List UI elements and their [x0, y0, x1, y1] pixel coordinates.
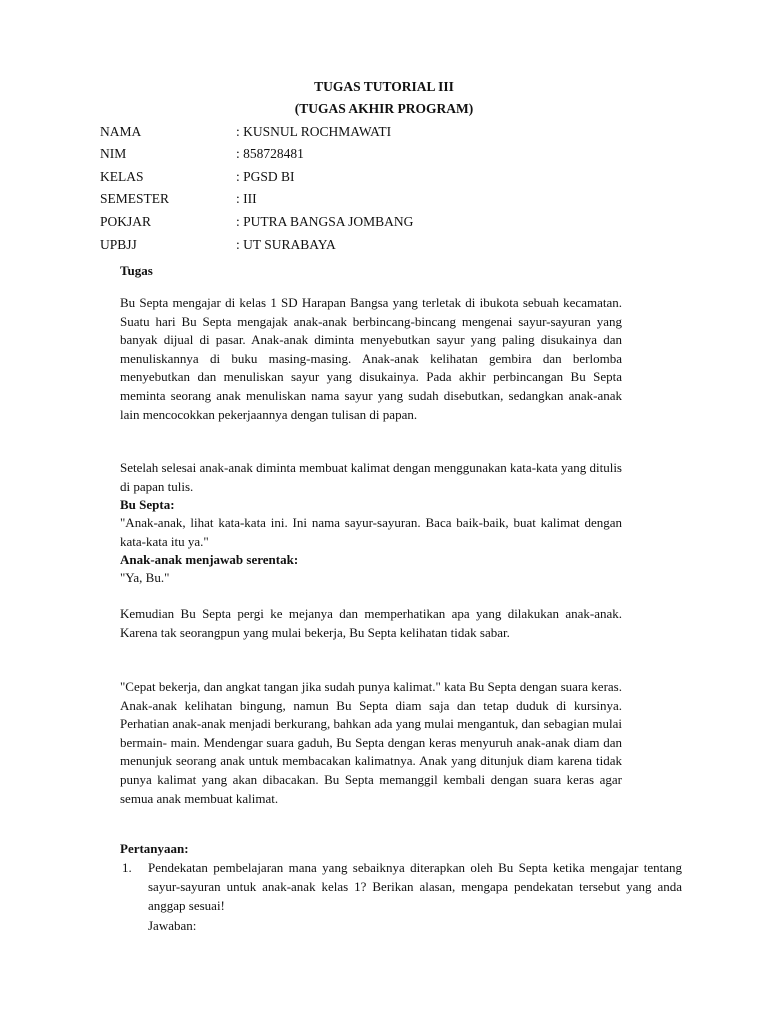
speaker-anak-anak: Anak-anak menjawab serentak: — [120, 552, 299, 567]
identity-key: SEMESTER — [100, 191, 170, 206]
document-title: TUGAS TUTORIAL III — [314, 79, 454, 94]
pertanyaan-heading: Pertanyaan: — [120, 841, 189, 856]
identity-row-nama — [100, 124, 660, 144]
identity-row-nim — [100, 146, 660, 166]
tugas-heading: Tugas — [120, 263, 153, 278]
identity-row-kelas — [100, 169, 660, 189]
identity-value: : KUSNUL ROCHMAWATI — [236, 124, 392, 139]
identity-row-pokjar — [100, 214, 660, 234]
identity-key: NAMA — [100, 124, 142, 139]
identity-row-upbjj — [100, 237, 660, 257]
quote-anak-anak: "Ya, Bu." — [120, 570, 170, 585]
question-text: Pendekatan pembelajaran mana yang sebaiknya diterapkan oleh Bu Septa ketika mengajar tentang sayur-sayuran untuk anak-anak kelas 1? Berikan alasan, mengapa pendekatan tersebut yang anda anggap sesuai! — [148, 860, 682, 913]
identity-value: : 858728481 — [236, 146, 304, 161]
tugas-paragraph-2: Setelah selesai anak-anak diminta membuat kalimat dengan menggunakan kata-kata yang ditulis di papan tulis. — [120, 460, 622, 494]
identity-key: NIM — [100, 146, 127, 161]
document-subtitle: (TUGAS AKHIR PROGRAM) — [294, 101, 474, 116]
identity-value: : PGSD BI — [236, 169, 295, 184]
identity-value: : UT SURABAYA — [236, 237, 336, 252]
answer-label: Jawaban: — [148, 918, 197, 933]
identity-row-semester — [100, 191, 660, 211]
tugas-paragraph-4: "Cepat bekerja, dan angkat tangan jika sudah punya kalimat." kata Bu Septa dengan suara keras. Anak-anak kelihatan bingung, namun Bu Septa diam saja dan tetap duduk di kursinya. Perhatian anak-anak menjadi berkurang, bahkan ada yang mulai mengantuk, dan sebagian mulai bermain- main. Mendengar suara gaduh, Bu Septa dengan keras menyuruh anak-anak diam dan menunjuk seorang anak untuk membacakan kalimatnya. Anak yang ditunjuk diam karena tidak punya kalimat yang akan dibacakan. Bu Septa memanggil kembali dengan suara keras agar semua anak membuat kalimat. — [120, 679, 622, 806]
question-number: 1. — [122, 860, 132, 875]
identity-key: POKJAR — [100, 214, 152, 229]
tugas-paragraph-3: Kemudian Bu Septa pergi ke mejanya dan memperhatikan apa yang dilakukan anak-anak. Karena tak seorangpun yang mulai bekerja, Bu Septa kelihatan tidak sabar. — [120, 606, 622, 640]
tugas-paragraph-1: Bu Septa mengajar di kelas 1 SD Harapan Bangsa yang terletak di ibukota sebuah kecamatan. Suatu hari Bu Septa mengajak anak-anak berbincang-bincang mengenai sayur-sayuran yang banyak dijual di pasar. Anak-anak diminta menyebutkan sayur yang paling disukainya dan menuliskannya di buku masing-masing. Anak-anak kelihatan gembira dan berlomba menyebutkan dan menuliskan sayur yang disukainya. Pada akhir perbincangan Bu Septa meminta seorang anak menuliskan nama sayur yang sudah disebutkan, sedangkan anak-anak lain mencocokkan pekerjaannya dengan tulisan di papan. — [120, 295, 622, 422]
quote-bu-septa: "Anak-anak, lihat kata-kata ini. Ini nama sayur-sayuran. Baca baik-baik, buat kalimat dengan kata-kata itu ya." — [120, 515, 622, 549]
identity-key: KELAS — [100, 169, 144, 184]
identity-value: : III — [236, 191, 257, 206]
speaker-bu-septa: Bu Septa: — [120, 497, 175, 512]
identity-key: UPBJJ — [100, 237, 137, 252]
identity-value: : PUTRA BANGSA JOMBANG — [236, 214, 414, 229]
